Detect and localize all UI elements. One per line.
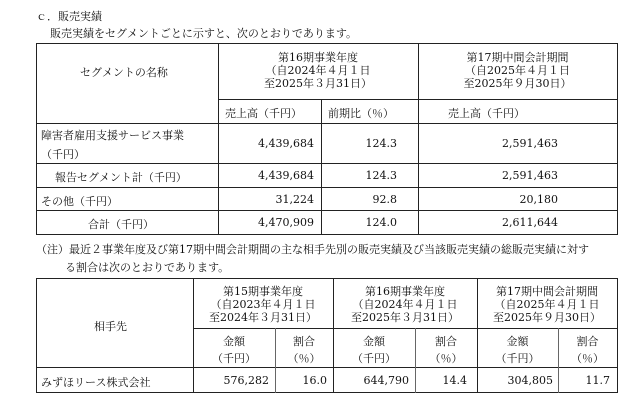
section-heading: ｃ．販売実績	[36, 10, 102, 23]
row-label-unit: （千円）	[41, 148, 85, 161]
pct-16: 14.4	[442, 374, 467, 387]
period17-header: 第17期中間会計期間 （自2025年４月１日 至2025年９月30日）	[493, 285, 601, 324]
row-sales17: 2,591,463	[502, 137, 558, 150]
row-ratio: 92.8	[372, 193, 397, 206]
pct-15: 16.0	[302, 374, 327, 387]
segment-name-header: セグメントの名称	[80, 66, 168, 79]
row-sales17: 20,180	[519, 193, 558, 206]
row-sales16: 4,439,684	[258, 137, 314, 150]
section-intro: 販売実績をセグメントごとに示すと、次のとおりであります。	[50, 27, 358, 40]
note-line-2: る割合は次のとおりであります。	[65, 261, 230, 274]
row-label: 障害者雇用支援サービス事業	[41, 129, 184, 142]
row-sales17: 2,611,644	[502, 216, 558, 229]
partner-header: 相手先	[94, 320, 127, 333]
period16-header: 第16期事業年度 （自2024年４月１日 至2025年３月31日）	[264, 51, 372, 90]
row-ratio: 124.0	[365, 216, 397, 229]
amount-16: 644,790	[363, 374, 409, 387]
row-label: 合計（千円）	[88, 218, 154, 231]
amount-15: 576,282	[223, 374, 269, 387]
amount-subheader: 金額 （千円）	[352, 335, 396, 365]
ratio-subheader: 前期比（％）	[328, 107, 394, 120]
amount-17: 304,805	[507, 374, 553, 387]
row-sales16: 4,470,909	[258, 216, 314, 229]
row-sales16: 31,224	[275, 193, 314, 206]
sales17-subheader: 売上高（千円）	[448, 107, 525, 120]
row-label: 報告セグメント計（千円）	[55, 171, 187, 184]
period17-header: 第17期中間会計期間 （自2025年４月１日 至2025年９月30日）	[463, 51, 572, 90]
row-sales17: 2,591,463	[502, 169, 558, 182]
ratio-subheader: 割合 （％）	[429, 335, 463, 365]
row-ratio: 124.3	[365, 137, 397, 150]
period15-header: 第15期事業年度 （自2023年４月１日 至2024年３月31日）	[209, 285, 317, 324]
row-label: その他（千円）	[41, 195, 118, 208]
row-sales16: 4,439,684	[258, 169, 314, 182]
pct-17: 11.7	[585, 374, 610, 387]
partner-name: みずほリース株式会社	[41, 376, 151, 389]
ratio-subheader: 割合 （％）	[571, 335, 604, 365]
amount-subheader: 金額 （千円）	[495, 335, 540, 365]
ratio-subheader: 割合 （％）	[287, 335, 321, 365]
period16-header: 第16期事業年度 （自2024年４月１日 至2025年３月31日）	[351, 285, 459, 324]
sales16-subheader: 売上高（千円）	[225, 107, 302, 120]
row-ratio: 124.3	[365, 169, 397, 182]
note-line-1: （注）最近２事業年度及び第17期中間会計期間の主な相手先別の販売実績及び当該販売実績の総販売実績に対す	[36, 243, 589, 256]
amount-subheader: 金額 （千円）	[212, 335, 256, 365]
